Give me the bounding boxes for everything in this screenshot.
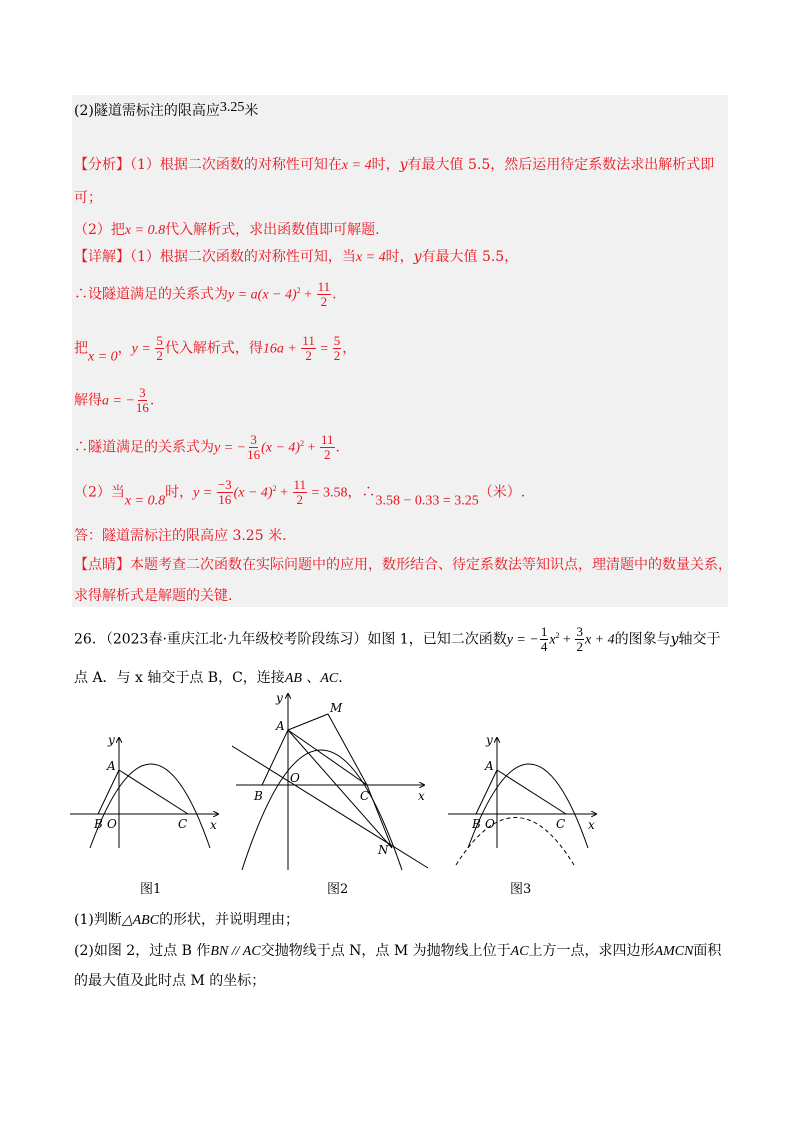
label-y: y bbox=[108, 733, 115, 747]
math: = bbox=[316, 341, 332, 357]
label-x: x bbox=[418, 789, 425, 803]
math: AC bbox=[320, 671, 339, 686]
text: . bbox=[335, 439, 340, 456]
label-a: A bbox=[107, 759, 116, 773]
comment-tag: 【点睛】 bbox=[74, 557, 130, 573]
parabola bbox=[468, 764, 588, 848]
math: 2 bbox=[272, 483, 277, 493]
text: 代入解析式，求出函数值即可解题. bbox=[165, 222, 380, 238]
text: (2)隧道需标注的限高应 bbox=[74, 103, 220, 119]
math: 2 bbox=[300, 438, 305, 448]
math: = 3.58 bbox=[308, 485, 348, 501]
math: y bbox=[670, 631, 679, 648]
question-2 bbox=[74, 941, 721, 962]
label-b: B bbox=[254, 789, 263, 803]
text: 把 bbox=[74, 340, 88, 357]
num: −3 bbox=[217, 477, 232, 492]
math: x = 0.8 bbox=[124, 493, 166, 509]
label-a: A bbox=[276, 719, 285, 733]
text: 交抛物线于点 N，点 M 为抛物线上位于 bbox=[260, 943, 511, 959]
text: 有最大值 5.5， bbox=[421, 249, 519, 265]
fraction bbox=[317, 280, 332, 309]
text: 面积 bbox=[693, 943, 722, 959]
fraction bbox=[333, 334, 342, 363]
num: 1 bbox=[540, 624, 548, 639]
math: AMCN bbox=[654, 944, 694, 959]
label-b: B bbox=[472, 817, 481, 831]
text: ， bbox=[117, 340, 132, 357]
detail-tag: 【详解】 bbox=[74, 249, 130, 265]
num: 11 bbox=[293, 477, 307, 492]
fraction bbox=[540, 625, 549, 654]
answer-statement: 答：隧道需标注的限高应 3.25 米. bbox=[74, 528, 287, 544]
math: 2 bbox=[296, 285, 301, 295]
text: （2）把 bbox=[74, 222, 125, 238]
value: 3.25 bbox=[219, 100, 245, 115]
math: y bbox=[399, 157, 408, 173]
den: 2 bbox=[333, 348, 341, 363]
text: 时， bbox=[385, 249, 414, 265]
text: （1）根据二次函数的对称性可知，当 bbox=[130, 249, 356, 265]
den: 16 bbox=[218, 492, 232, 507]
text: . bbox=[332, 286, 337, 303]
den: 2 bbox=[305, 348, 312, 363]
text: (1)判断 bbox=[74, 912, 122, 928]
den: 2 bbox=[324, 447, 331, 462]
text: 、 bbox=[301, 670, 321, 686]
label-c: C bbox=[178, 817, 188, 831]
segment-cn bbox=[367, 785, 392, 848]
text: （米）. bbox=[478, 484, 526, 501]
math: x bbox=[549, 632, 556, 648]
segment-ac bbox=[119, 770, 188, 814]
num: 5 bbox=[156, 333, 163, 348]
label-x: x bbox=[210, 818, 217, 832]
segment-ac bbox=[497, 770, 566, 814]
label-o: O bbox=[290, 771, 300, 785]
analysis-line bbox=[74, 220, 380, 241]
label-n: N bbox=[378, 843, 389, 857]
den: 16 bbox=[247, 447, 261, 462]
math: (x − 4) bbox=[261, 440, 301, 456]
figure-3 bbox=[448, 730, 608, 870]
detail-line bbox=[74, 478, 525, 512]
math: 2 bbox=[555, 630, 560, 640]
fraction bbox=[155, 334, 164, 363]
math: y = bbox=[193, 485, 216, 501]
problem-26-line bbox=[74, 625, 721, 654]
label-b: B bbox=[94, 817, 103, 831]
text: 上方一点，求四边形 bbox=[528, 943, 655, 959]
segment-ab bbox=[262, 730, 288, 785]
caption-figure-3: 图3 bbox=[510, 882, 532, 897]
analysis-tag: 【分析】 bbox=[74, 157, 130, 173]
line-bn bbox=[232, 746, 428, 868]
den: 4 bbox=[540, 639, 548, 654]
question-1 bbox=[74, 910, 299, 931]
text: （1）根据二次函数的对称性可知在 bbox=[130, 157, 342, 173]
math: AC bbox=[510, 944, 529, 959]
text: ，∴ bbox=[347, 484, 376, 501]
num: 3 bbox=[250, 432, 257, 447]
den: 2 bbox=[156, 348, 163, 363]
math: x = 4 bbox=[355, 250, 386, 265]
label-c: C bbox=[556, 817, 566, 831]
num: 3 bbox=[576, 624, 583, 639]
text: 点 A．与 x 轴交于点 B，C，连接 bbox=[74, 670, 285, 686]
num: 11 bbox=[321, 432, 334, 447]
math: y = − bbox=[214, 440, 247, 456]
caption-figure-1: 图1 bbox=[140, 882, 162, 897]
num: 3 bbox=[139, 385, 146, 400]
num: 11 bbox=[302, 333, 315, 348]
math: (x − 4) bbox=[233, 485, 273, 501]
comment-line bbox=[74, 555, 732, 575]
label-a: A bbox=[485, 759, 494, 773]
segment-ac bbox=[288, 730, 367, 785]
math: y = a(x − 4) bbox=[228, 287, 297, 303]
num: 11 bbox=[317, 279, 331, 294]
segment-an bbox=[288, 730, 392, 848]
detail-line bbox=[74, 334, 356, 368]
math: x = 0 bbox=[88, 349, 118, 365]
text: ∴隧道满足的关系式为 bbox=[74, 439, 214, 456]
detail-line bbox=[74, 433, 340, 462]
label-o: O bbox=[107, 817, 117, 831]
analysis-line: 可； bbox=[74, 190, 102, 206]
fraction bbox=[320, 433, 335, 462]
text: 轴交于 bbox=[678, 631, 721, 648]
math: + bbox=[276, 485, 292, 501]
text: （2）当 bbox=[74, 484, 125, 501]
text: ∴设隧道满足的关系式为 bbox=[74, 286, 228, 303]
figure-1 bbox=[70, 730, 230, 850]
text: 有最大值 5.5，然后运用待定系数法求出解析式即 bbox=[407, 157, 715, 173]
math: + bbox=[559, 632, 575, 648]
text: 时， bbox=[165, 484, 194, 501]
math: y = bbox=[131, 341, 155, 357]
den: 2 bbox=[296, 492, 304, 507]
math: x = 0.8 bbox=[124, 223, 166, 238]
math: y bbox=[413, 249, 422, 265]
comment-line: 求得解析式是解题的关键. bbox=[74, 588, 233, 604]
label-y: y bbox=[486, 733, 493, 747]
label-y: y bbox=[276, 691, 283, 705]
text: ， bbox=[342, 340, 357, 357]
segment-am bbox=[288, 714, 328, 730]
math: a = − bbox=[102, 393, 135, 409]
question-2-cont: 的最大值及此时点 M 的坐标； bbox=[74, 973, 266, 989]
text: 时， bbox=[371, 157, 400, 173]
text: (2)如图 2，过点 B 作 bbox=[74, 943, 211, 959]
detail-line bbox=[74, 247, 518, 268]
text: 本题考查二次函数在实际问题中的应用，数形结合、待定系数法等知识点，理清题中的数量关系， bbox=[130, 557, 732, 573]
math: BN // AC bbox=[210, 944, 261, 959]
text: 代入解析式，得 bbox=[164, 340, 263, 357]
unit: 米 bbox=[244, 103, 259, 119]
label-x: x bbox=[588, 818, 595, 832]
math: 3.58 − 0.33 = 3.25 bbox=[375, 493, 479, 509]
text: . bbox=[149, 392, 155, 409]
label-m: M bbox=[330, 701, 343, 715]
math: △ABC bbox=[121, 913, 160, 928]
math: x = 4 bbox=[341, 158, 372, 173]
math: x + 4 bbox=[584, 632, 615, 648]
math: 16a + bbox=[262, 341, 301, 357]
fraction bbox=[136, 386, 149, 415]
segment-mc bbox=[328, 714, 367, 785]
analysis-line bbox=[74, 155, 714, 176]
num: 5 bbox=[333, 333, 341, 348]
math: y = − bbox=[506, 632, 539, 648]
math: AB bbox=[284, 671, 302, 686]
math: + bbox=[300, 287, 316, 303]
fraction bbox=[293, 478, 308, 507]
detail-line bbox=[74, 280, 337, 309]
den: 2 bbox=[320, 294, 328, 309]
den: 16 bbox=[135, 400, 149, 415]
label-o: O bbox=[485, 817, 495, 831]
caption-figure-2: 图2 bbox=[327, 882, 349, 897]
den: 2 bbox=[576, 639, 583, 654]
text: 的图象与 bbox=[614, 631, 671, 648]
figure-2 bbox=[232, 690, 432, 875]
label-c: C bbox=[360, 789, 370, 803]
problem-26-line bbox=[74, 668, 343, 689]
parabola bbox=[90, 764, 210, 848]
text: 解得 bbox=[74, 392, 102, 409]
fraction bbox=[247, 433, 260, 462]
text: . bbox=[338, 670, 343, 686]
answer-line-2 bbox=[74, 98, 258, 121]
fraction bbox=[301, 334, 316, 363]
detail-line bbox=[74, 386, 154, 415]
math: + bbox=[304, 440, 320, 456]
text: 26．（2023春·重庆江北·九年级校考阶段练习）如图 1，已知二次函数 bbox=[74, 631, 507, 648]
fraction bbox=[217, 478, 233, 507]
text: 的形状，并说明理由； bbox=[159, 912, 300, 928]
fraction bbox=[575, 625, 584, 654]
